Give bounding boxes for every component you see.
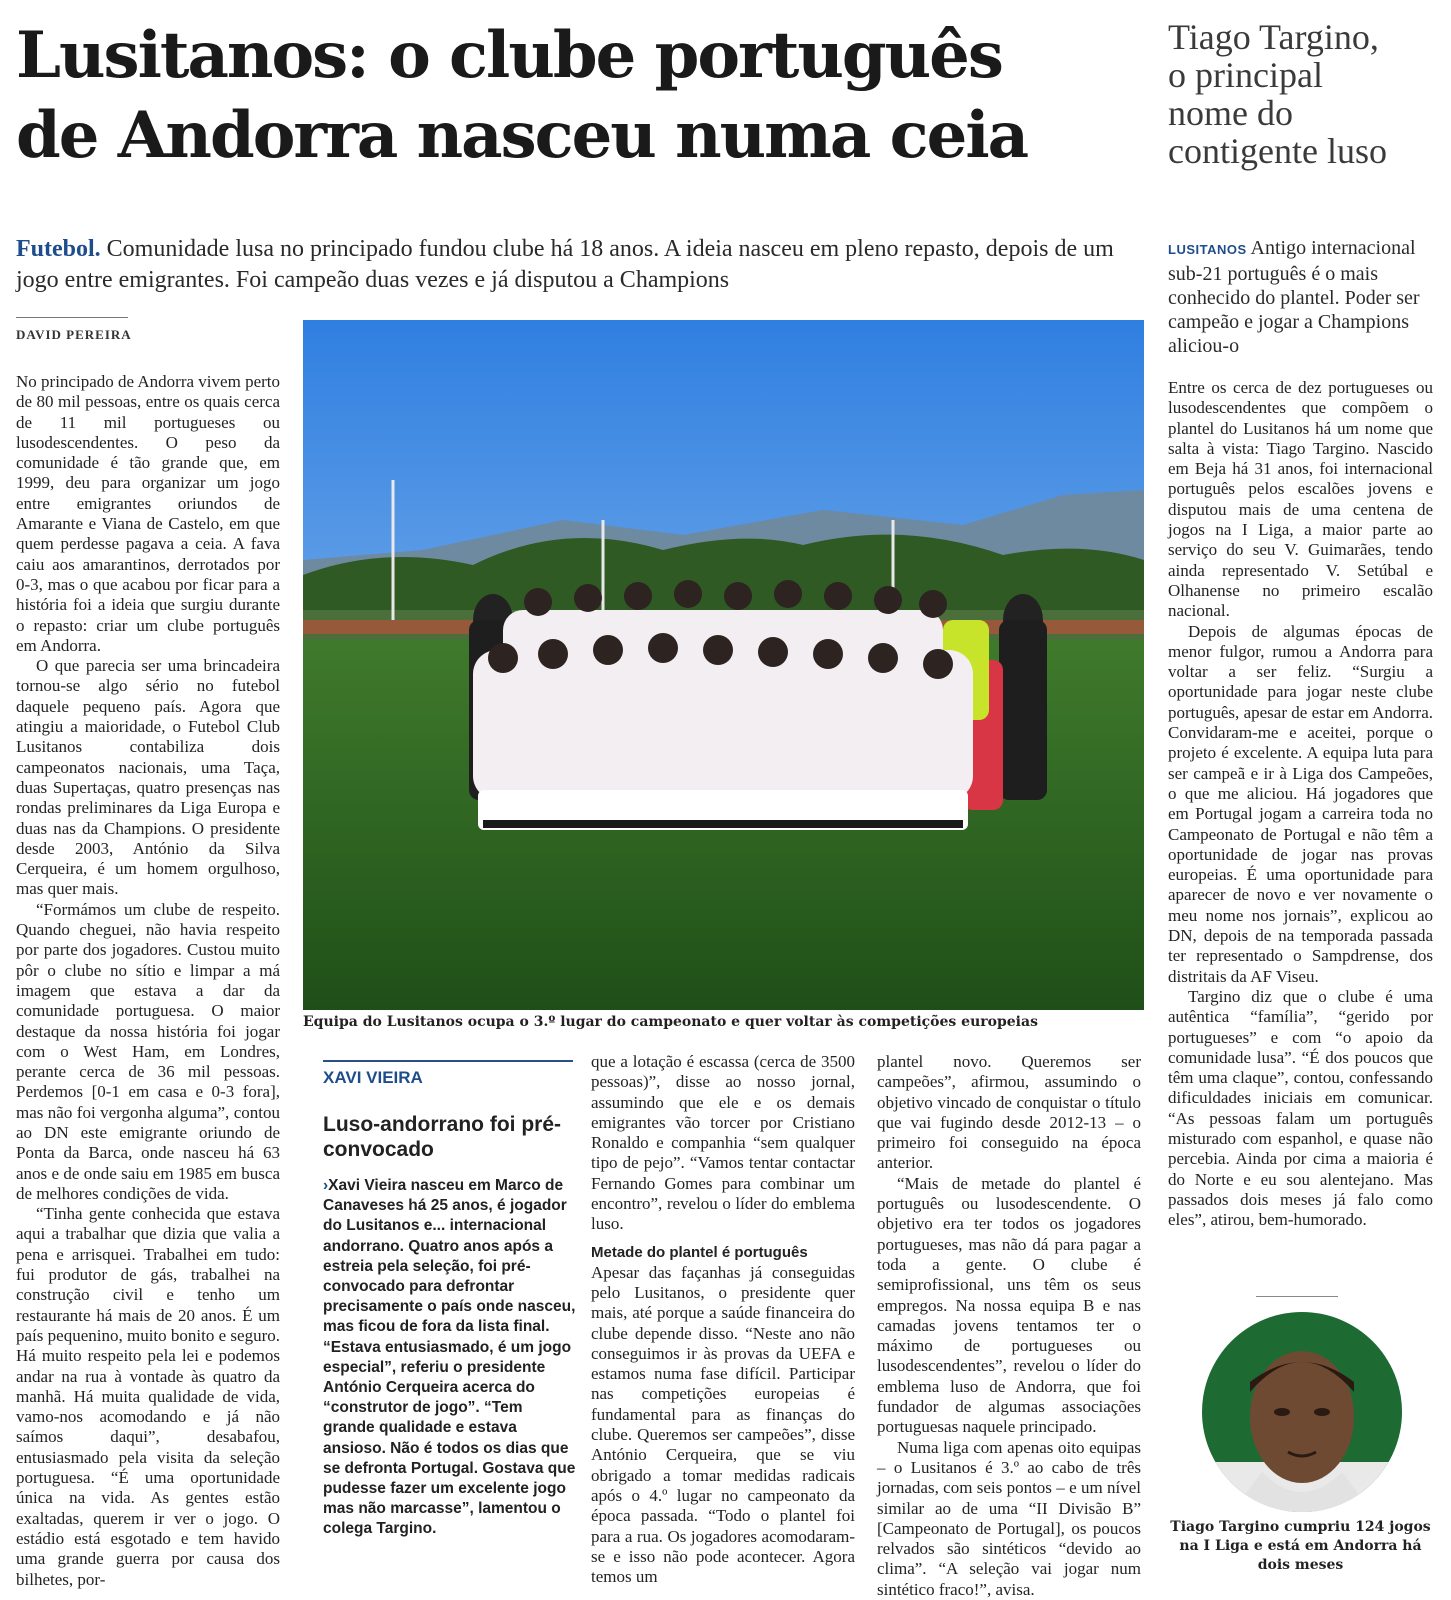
article-column-5 [1168, 378, 1433, 1230]
side-lead-text: Antigo internacional sub-21 português é o mais conhecido do plantel. Poder ser campeão e jogar a Champions aliciou-o [1168, 237, 1420, 357]
portrait-caption: Tiago Targino cumpriu 124 jogos na I Liga e está em Andorra há dois meses [1170, 1519, 1431, 1573]
lead-paragraph [16, 234, 1146, 296]
paragraph: que a lotação é escassa (cerca de 3500 pessoas)”, disse ao nosso jornal, assumindo que ele e os demais emigrantes vão torcer por Cristiano Ronaldo e companhia “sem qualquer tipo de pejo”. “Vamos tentar contactar Fernando Gomes para combinar um encontro”, revelou o líder do emblema luso. [591, 1052, 855, 1234]
paragraph: “Formámos um clube de respeito. Quando cheguei, não havia respeito por parte dos jogadores. Custou muito pôr o clube no sítio e limpar a má imagem que estava a dar da comunidade portuguesa. O maior destaque da nossa história foi jogar com o West Ham, em Londres, perante cerca de 36 mil pessoas. Perdemos [0-1 em casa e 0-3 fora], mas não foi vergonha alguma”, contou ao DN este emigrante oriundo de Ponta da Barca, onde nasceu há 63 anos e de onde saiu em 1985 em busca de melhores condições de vida. [16, 899, 280, 1203]
side-lead-keyword: LUSITANOS [1168, 242, 1247, 257]
paragraph: Depois de algumas épocas de menor fulgor, rumou a Andorra para voltar a ser feliz. “Surgiu a oportunidade para jogar neste clube português, apesar de estar em Andorra. Convidaram-me e aceitei, porque o projeto é excelente. A equipa luta para ser campeã e ir à Liga dos Campeões, o que me aliciou. Há jogadores que em Portugal jogam a carreira toda no Campeonato de Portugal e não têm a oportunidade de jogar nas provas europeias. É uma oportunidade para aparecer de novo e ver novamente o meu nome nos jornais”, explicou ao DN, depois de na temporada passada ter representado o Sampdrense, dos distritais da AF Viseu. [1168, 621, 1433, 986]
side-title-line: o principal [1168, 55, 1323, 95]
paragraph: Apesar das façanhas já conseguidas pelo Lusitanos, o presidente quer mais, até porque a saúde financeira do clube depende disso. “Neste ano não conseguimos ir às provas da UEFA e estamos numa fase difícil. Participar nas competições europeias é fundamental para as finanças do clube. Queremos ser campeões”, disse António Cerqueira, que se viu obrigado a tomar medidas radicais após o 4.º lugar no campeonato da época passada. “Todo o plantel foi para a rua. Os jogadores acomodaram-se e isso não pode acontecer. Agora temos um [591, 1262, 855, 1587]
headline-line-2: de Andorra nasceu numa ceia [16, 98, 1028, 173]
paragraph: “Tinha gente conhecida que estava aqui a trabalhar que dizia que valia a pena e arrisquei. Trabalhei em tudo: fui produtor de gás, trabalhei na construção civil e tenho um restaurante há mais de 20 anos. É um país pequenino, muito bonito e seguro. Há muito respeito pela lei e podemos andar na rua à vontade às quatro da manhã. Há muita qualidade de vida, vamo-nos acomodando e já não saímos daqui”, desabafou, entusiasmado pela visita da seleção portuguesa. “É uma oportunidade única na vida. As gentes estão exaltadas, querem ir ver o jogo. O estádio está esgotado e tem havido uma grande guerra por causa dos bilhetes, por- [16, 1204, 280, 1589]
headline [16, 16, 1066, 176]
photo-caption: Equipa do Lusitanos ocupa o 3.º lugar do campeonato e quer voltar às competições europeias [303, 1014, 1038, 1030]
paragraph: Targino diz que o clube é uma autêntica “família”, “gerido por portugueses” e com “o apoio da comunidade lusa”. “É dos poucos que têm uma claque”, contou, confessando dificuldades iniciais em comunicar. “As pessoas falam um português misturado com espanhol, e quase não percebia. Ainda por cima a maioria é do Norte e eu sou alentejano. Mas passados dois meses já falo como eles”, atirou, bem-humorado. [1168, 986, 1433, 1230]
arrow-icon: › [323, 1177, 329, 1194]
paragraph: plantel novo. Queremos ser campeões”, afirmou, assumindo o objetivo vincado de conquistar o título que vai fugindo desde 2012-13 – o primeiro foi conseguido na época anterior. [877, 1052, 1141, 1173]
portrait-rule [1256, 1296, 1338, 1297]
article-column-1 [16, 372, 280, 1590]
box-rule [323, 1060, 573, 1062]
box-title: Luso-andorrano foi pré-convocado [323, 1113, 561, 1161]
paragraph: O que parecia ser uma brincadeira tornou-se algo sério no futebol daquele pequeno país. Agora que atingiu a maioridade, o Futebol Club Lusitanos contabiliza dois campeonatos nacionais, uma Taça, duas Supertaças, quatro presenças nas rondas preliminares da Liga Europa e duas nas da Champions. O presidente desde 2003, António da Silva Cerqueira, é um homem orgulhoso, mas quer mais. [16, 656, 280, 899]
paragraph: Numa liga com apenas oito equipas – o Lusitanos é 3.º ao cabo de três jornadas, com seis pontos – e um nível similar ao de uma “II Divisão B” [Campeonato de Portugal], os poucos relvados são sintéticos “devido ao clima”. “A seleção vai jogar num sintético fraco!”, avisa. [877, 1437, 1141, 1599]
paragraph: “Mais de metade do plantel é português ou lusodescendente. O objetivo era ter todos os jogadores portugueses, mas não dá para pagar a toda a gente. O clube é semiprofissional, uns têm os seus empregos. Na nossa equipa B e nas camadas jovens tentamos ter o máximo de portugueses ou lusodescendentes”, revelou o líder do emblema luso de Andorra, que foi fundador de algumas associações portuguesas naquele principado. [877, 1173, 1141, 1437]
paragraph: No principado de Andorra vivem perto de 80 mil pessoas, entre os quais cerca de 11 mil portugueses ou lusodescendentes. O peso da comunidade é tão grande que, em 1999, deu para organizar um jogo entre emigrantes oriundos de Amarante e Viana de Castelo, em que quem perdesse pagava a ceia. A fava caiu aos amarantinos, derrotados por 0-3, mas o que acabou por ficar para a história foi a ideia que surgiu durante o repasto: criar um clube português em Andorra. [16, 372, 280, 655]
lead-kicker: Futebol. [16, 236, 101, 262]
side-title [1168, 18, 1438, 170]
box-body [323, 1176, 578, 1540]
side-title-line: Tiago Targino, [1168, 17, 1379, 57]
headline-line-1: Lusitanos: o clube português [16, 18, 1002, 93]
paragraph: Entre os cerca de dez portugueses ou lusodescendentes que compõem o plantel do Lusitanos há um nome que salta à vista: Tiago Targino. Nascido em Beja há 31 anos, foi internacional português pelos escalões jovens e disputou mais de uma centena de jogos na I Liga, a maior parte ao serviço do seu V. Guimarães, tendo ainda representado V. Setúbal e Olhanense no primeiro escalão nacional. [1168, 378, 1433, 621]
portrait-photo [1202, 1312, 1402, 1512]
article-column-4 [877, 1052, 1141, 1600]
subheading: Metade do plantel é português [591, 1243, 808, 1261]
byline-rule [16, 317, 128, 318]
article-column-3 [591, 1052, 855, 1587]
side-title-line: nome do [1168, 93, 1293, 133]
team-photo [303, 320, 1144, 1010]
side-lead [1168, 236, 1433, 358]
lead-text: Comunidade lusa no principado fundou clube há 18 anos. A ideia nasceu em pleno repasto, depois de um jogo entre emigrantes. Foi campeão duas vezes e já disputou a Champions [16, 236, 1114, 293]
box-label: XAVI VIEIRA [323, 1068, 423, 1087]
byline: DAVID PEREIRA [16, 327, 132, 342]
box-text: Xavi Vieira nasceu em Marco de Canaveses há 25 anos, é jogador do Lusitanos e... internacional andorrano. Quatro anos após a estreia pela seleção, foi pré-convocado para defrontar precisamente o país onde nasceu, mas ficou de fora da lista final. “Estava entusiasmado, é um jogo especial”, referiu o presidente António Cerqueira acerca do “construtor de jogo”. “Tem grande qualidade e estava ansioso. Não é todos os dias que se defronta Portugal. Gostava que pudesse fazer um excelente jogo mas não marcasse”, lamentou o colega Targino. [323, 1177, 576, 1538]
side-title-line: contigente luso [1168, 131, 1387, 171]
